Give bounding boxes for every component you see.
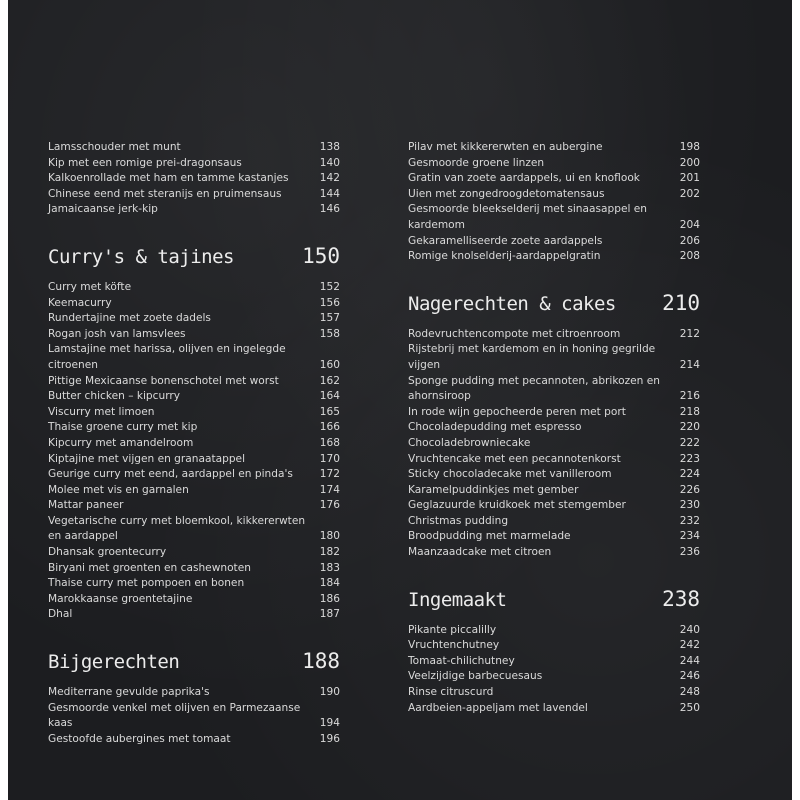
entry-title: Vegetarische curry met bloemkool, kikkererwten en aardappel	[48, 514, 306, 543]
entry-page-number: 156	[319, 296, 340, 309]
entry-title: Kip met een romige prei-dragonsaus	[48, 156, 242, 169]
toc-section	[408, 587, 700, 717]
entry-page-number: 180	[319, 530, 340, 543]
toc-entry	[408, 436, 700, 452]
entry-page-number: 206	[679, 234, 700, 247]
entry-title: In rode wijn gepocheerde peren met port	[408, 405, 626, 418]
entry-page-number: 140	[319, 156, 340, 169]
entry-page-number: 214	[679, 358, 700, 371]
entry-page-number: 158	[319, 327, 340, 340]
toc-entry	[48, 467, 340, 483]
section-title: Bijgerechten	[48, 651, 180, 674]
entry-title: Gesmoorde groene linzen	[408, 156, 545, 169]
entry-title: Broodpudding met marmelade	[408, 530, 571, 543]
entry-title: Kalkoenrollade met ham en tamme kastanjes	[48, 172, 289, 185]
toc-entry	[408, 452, 700, 468]
entry-page-number: 224	[679, 468, 700, 481]
toc-entry	[48, 732, 340, 748]
entry-title: Geglazuurde kruidkoek met stemgember	[408, 499, 626, 512]
section-heading	[408, 291, 700, 315]
entry-title: Rodevruchtencompote met citroenroom	[408, 327, 621, 340]
entry-title: Vruchtencake met een pecannotenkorst	[408, 452, 621, 465]
toc-entry	[408, 405, 700, 421]
entry-title: Vruchtenchutney	[408, 639, 500, 652]
entry-title: Jamaicaanse jerk-kip	[48, 203, 158, 216]
entry-page-number: 220	[679, 421, 700, 434]
entry-title: Marokkaanse groentetajine	[48, 592, 193, 605]
entry-page-number: 170	[319, 452, 340, 465]
entry-page-number: 250	[679, 701, 700, 714]
toc-section	[48, 140, 340, 218]
entry-title: Gekaramelliseerde zoete aardappels	[408, 234, 603, 247]
toc-entry	[48, 498, 340, 514]
toc-entry	[408, 529, 700, 545]
entry-page-number: 152	[319, 280, 340, 293]
entry-title: Veelzijdige barbecuesaus	[408, 670, 543, 683]
section-heading	[48, 649, 340, 673]
entry-title: Romige knolselderij-aardappelgratin	[408, 250, 601, 263]
toc-entry	[408, 249, 700, 265]
entry-title: Kiptajine met vijgen en granaatappel	[48, 452, 246, 465]
toc-entry	[48, 327, 340, 343]
entry-page-number: 142	[319, 172, 340, 185]
entry-title: Biryani met groenten en cashewnoten	[48, 561, 251, 574]
toc-section	[48, 649, 340, 747]
entry-page-number: 164	[319, 390, 340, 403]
entry-page-number: 226	[679, 483, 700, 496]
toc-entry	[48, 592, 340, 608]
entry-title: Maanzaadcake met citroen	[408, 546, 552, 559]
toc-entry	[48, 514, 340, 545]
entry-title: Kipcurry met amandelroom	[48, 436, 194, 449]
entry-page-number: 146	[319, 203, 340, 216]
toc-entry	[48, 140, 340, 156]
toc-entry	[48, 171, 340, 187]
toc-entry	[408, 327, 700, 343]
toc-entry	[408, 498, 700, 514]
entry-title: Pikante piccalilly	[408, 623, 497, 636]
toc-entry	[48, 483, 340, 499]
entry-title: Uien met zongedroogdetomatensaus	[408, 187, 605, 200]
entry-page-number: 204	[679, 218, 700, 231]
entry-title: Sticky chocoladecake met vanilleroom	[408, 468, 612, 481]
toc-entry	[408, 156, 700, 172]
entry-page-number: 187	[319, 608, 340, 621]
entry-page-number: 200	[679, 156, 700, 169]
entry-title: Gestoofde aubergines met tomaat	[48, 732, 231, 745]
entry-title: Chinese eend met steranijs en pruimensaus	[48, 187, 282, 200]
toc-section	[408, 140, 700, 265]
section-page-number: 150	[302, 243, 340, 268]
entry-title: Butter chicken – kipcurry	[48, 390, 180, 403]
entry-title: Aardbeien-appeljam met lavendel	[408, 701, 588, 714]
toc-entry	[408, 171, 700, 187]
toc-entry	[48, 701, 340, 732]
toc-entry	[48, 576, 340, 592]
entry-page-number: 144	[319, 187, 340, 200]
toc-column-left	[48, 140, 340, 747]
entry-page-number: 157	[319, 312, 340, 325]
toc-entry	[408, 234, 700, 250]
toc-entry	[408, 545, 700, 561]
entry-page-number: 138	[319, 141, 340, 153]
toc-section	[48, 244, 340, 623]
entry-title: Geurige curry met eend, aardappel en pinda's	[48, 468, 293, 481]
entry-page-number: 190	[319, 686, 340, 699]
section-page-number: 188	[302, 649, 340, 674]
toc-entry	[408, 187, 700, 203]
toc-entry	[48, 545, 340, 561]
toc-entry	[408, 623, 700, 639]
entry-page-number: 244	[679, 654, 700, 667]
table-of-contents-page	[8, 0, 792, 800]
toc-entry	[48, 374, 340, 390]
entry-page-number: 201	[679, 172, 700, 185]
toc-entry	[408, 483, 700, 499]
toc-entry	[48, 296, 340, 312]
entry-page-number: 160	[319, 358, 340, 371]
entry-title: Pilav met kikkererwten en aubergine	[408, 141, 603, 153]
toc-entry	[408, 654, 700, 670]
entry-page-number: 172	[319, 468, 340, 481]
entry-page-number: 183	[319, 561, 340, 574]
entry-title: Tomaat-chilichutney	[408, 654, 515, 667]
toc-entry	[48, 436, 340, 452]
entry-page-number: 165	[319, 405, 340, 418]
entry-title: Mattar paneer	[48, 499, 124, 512]
entry-page-number: 230	[679, 499, 700, 512]
entry-title: Chocoladepudding met espresso	[408, 421, 582, 434]
entry-title: Rijstebrij met kardemom en in honing gegrilde vijgen	[408, 343, 656, 371]
entry-title: Rundertajine met zoete dadels	[48, 312, 211, 325]
entry-page-number: 236	[679, 546, 700, 559]
toc-entry	[48, 420, 340, 436]
entry-page-number: 198	[679, 141, 700, 153]
entry-title: Lamstajine met harissa, olijven en ingelegde citroenen	[48, 343, 286, 371]
entry-title: Karamelpuddinkjes met gember	[408, 483, 579, 496]
toc-entry	[48, 452, 340, 468]
entry-page-number: 186	[319, 592, 340, 605]
entry-page-number: 202	[679, 187, 700, 200]
entry-title: Rinse citruscurd	[408, 686, 494, 699]
entry-title: Thaise groene curry met kip	[48, 421, 198, 434]
toc-entry	[408, 202, 700, 233]
toc-entry	[48, 280, 340, 296]
entry-page-number: 223	[679, 452, 700, 465]
entry-page-number: 168	[319, 436, 340, 449]
entry-title: Gesmoorde bleekselderij met sinaasappel en kardemom	[408, 203, 648, 231]
toc-entry	[408, 342, 700, 373]
section-title: Ingemaakt	[408, 588, 507, 611]
entry-title: Viscurry met limoen	[48, 405, 155, 418]
entry-page-number: 240	[679, 623, 700, 636]
entry-title: Mediterrane gevulde paprika's	[48, 686, 210, 699]
entry-title: Gratin van zoete aardappels, ui en knoflook	[408, 172, 640, 185]
toc-entry	[408, 514, 700, 530]
entry-page-number: 176	[319, 499, 340, 512]
entry-title: Molee met vis en garnalen	[48, 483, 189, 496]
entry-title: Christmas pudding	[408, 514, 509, 527]
toc-entry	[48, 685, 340, 701]
entry-page-number: 162	[319, 374, 340, 387]
entry-page-number: 184	[319, 577, 340, 590]
section-heading	[408, 587, 700, 611]
entry-page-number: 218	[679, 405, 700, 418]
entry-title: Dhansak groentecurry	[48, 546, 167, 559]
toc-entry	[48, 405, 340, 421]
entry-page-number: 222	[679, 436, 700, 449]
section-page-number: 238	[662, 586, 700, 611]
entry-page-number: 234	[679, 530, 700, 543]
toc-entry	[48, 389, 340, 405]
entry-page-number: 208	[679, 250, 700, 263]
entry-page-number: 232	[679, 514, 700, 527]
entry-page-number: 242	[679, 639, 700, 652]
section-page-number: 210	[662, 290, 700, 315]
toc-section	[408, 291, 700, 561]
section-title: Nagerechten & cakes	[408, 292, 616, 315]
section-title: Curry's & tajines	[48, 245, 234, 268]
toc-column-right	[408, 140, 700, 716]
toc-entry	[48, 561, 340, 577]
toc-entry	[408, 140, 700, 156]
toc-entry	[48, 187, 340, 203]
toc-entry	[408, 638, 700, 654]
toc-entry	[48, 342, 340, 373]
toc-entry	[408, 685, 700, 701]
entry-title: Lamsschouder met munt	[48, 141, 181, 153]
toc-entry	[48, 607, 340, 623]
entry-page-number: 174	[319, 483, 340, 496]
entry-page-number: 212	[679, 327, 700, 340]
section-heading	[48, 244, 340, 268]
entry-title: Thaise curry met pompoen en bonen	[48, 577, 245, 590]
entry-title: Dhal	[48, 608, 73, 621]
entry-page-number: 216	[679, 390, 700, 403]
toc-entry	[48, 311, 340, 327]
entry-title: Rogan josh van lamsvlees	[48, 327, 186, 340]
entry-title: Gesmoorde venkel met olijven en Parmezaanse kaas	[48, 701, 301, 730]
entry-page-number: 246	[679, 670, 700, 683]
toc-entry	[408, 420, 700, 436]
toc-entry	[408, 701, 700, 717]
entry-title: Sponge pudding met pecannoten, abrikozen en ahornsiroop	[408, 374, 660, 403]
entry-title: Chocoladebrowniecake	[408, 436, 531, 449]
toc-entry	[408, 669, 700, 685]
toc-entry	[408, 374, 700, 405]
toc-entry	[48, 156, 340, 172]
entry-page-number: 194	[319, 717, 340, 730]
toc-entry	[408, 467, 700, 483]
entry-page-number: 248	[679, 686, 700, 699]
entry-title: Curry met köfte	[48, 280, 132, 293]
toc-entry	[48, 202, 340, 218]
entry-page-number: 196	[319, 732, 340, 745]
entry-title: Pittige Mexicaanse bonenschotel met worst	[48, 374, 279, 387]
entry-title: Keemacurry	[48, 296, 112, 309]
entry-page-number: 166	[319, 421, 340, 434]
entry-page-number: 182	[319, 546, 340, 559]
